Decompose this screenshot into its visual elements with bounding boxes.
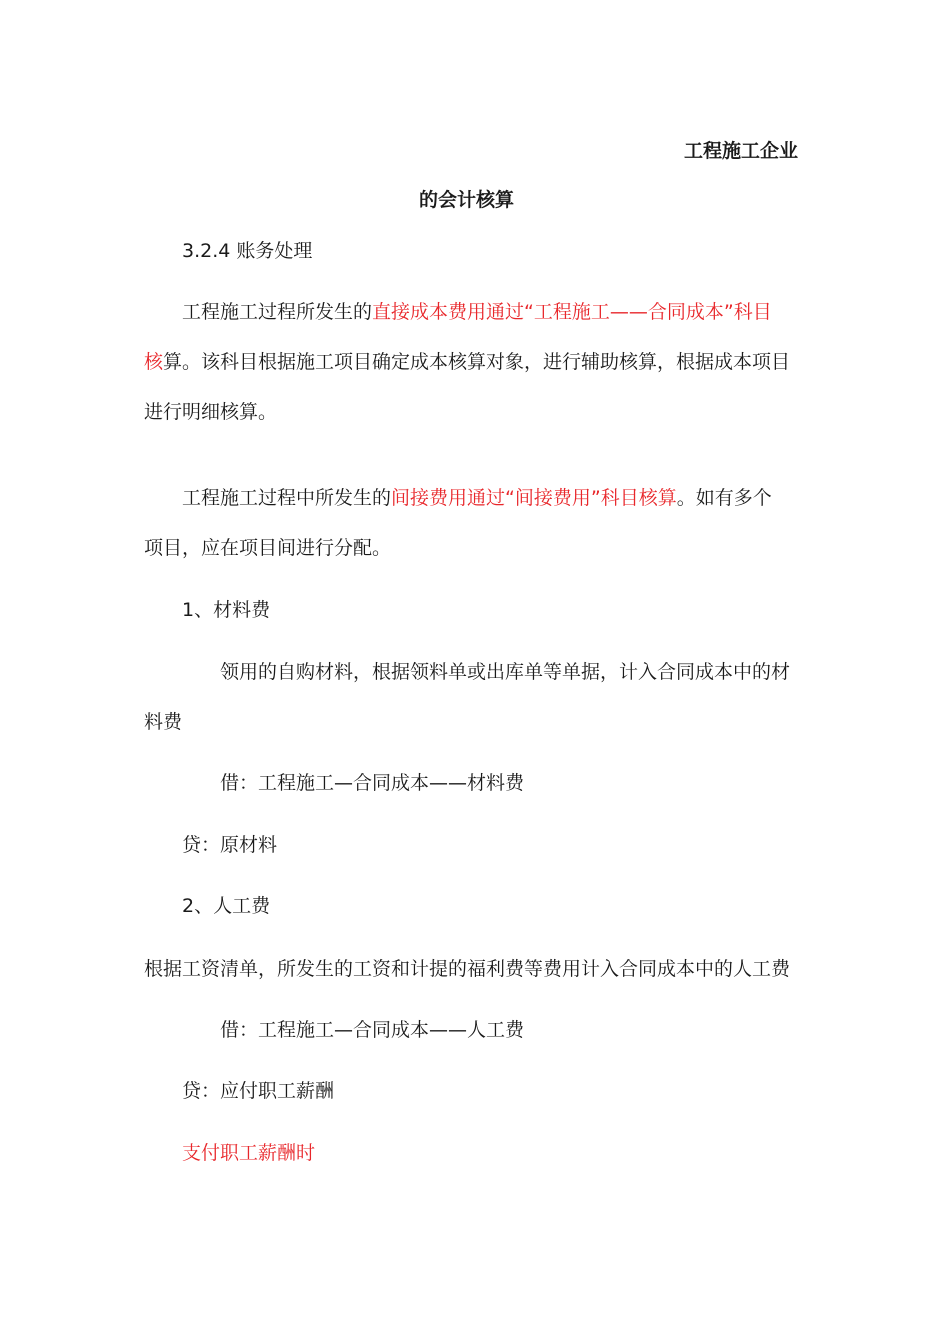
paragraph-2-line-1	[182, 485, 842, 511]
paragraph-1-text-cont: 算。该科目根据施工项目确定成本核算对象，进行辅助核算，根据成本项目	[163, 351, 791, 373]
paragraph-1-highlight: 直接成本费用通过“工程施工——合同成本”科目	[372, 301, 772, 323]
paragraph-1-line-1	[182, 299, 842, 325]
item-2-heading: 2、人工费	[182, 895, 271, 917]
item-1-debit-entry: 借：工程施工—合同成本——材料费	[220, 772, 525, 794]
paragraph-1-text: 工程施工过程所发生的	[182, 301, 373, 323]
paragraph-2-highlight: 间接费用通过“间接费用”科目核算	[391, 487, 677, 509]
item-1-credit-entry: 贷：原材料	[182, 834, 278, 856]
section-heading: 3.2.4 账务处理	[182, 240, 313, 262]
paragraph-1-highlight-end: 核	[144, 351, 164, 373]
title-line-2: 的会计核算	[419, 189, 515, 211]
title-line-1: 工程施工企业	[684, 140, 799, 162]
paragraph-2-text: 工程施工过程中所发生的	[182, 487, 392, 509]
paragraph-2-line-2: 项目，应在项目间进行分配。	[144, 537, 392, 559]
item-2-note: 支付职工薪酬时	[182, 1142, 316, 1164]
paragraph-1-line-3: 进行明细核算。	[144, 401, 278, 423]
item-1-desc-line-1: 领用的自购材料，根据领料单或出库单等单据，计入合同成本中的材	[220, 661, 791, 683]
item-2-desc: 根据工资清单，所发生的工资和计提的福利费等费用计入合同成本中的人工费	[144, 958, 791, 980]
item-2-debit-entry: 借：工程施工—合同成本——人工费	[220, 1019, 525, 1041]
item-1-desc-line-2: 料费	[144, 711, 183, 733]
paragraph-1-line-2	[144, 349, 804, 375]
item-2-credit-entry: 贷：应付职工薪酬	[182, 1080, 335, 1102]
item-1-heading: 1、材料费	[182, 599, 271, 621]
paragraph-2-text-cont: 。如有多个	[676, 487, 772, 509]
